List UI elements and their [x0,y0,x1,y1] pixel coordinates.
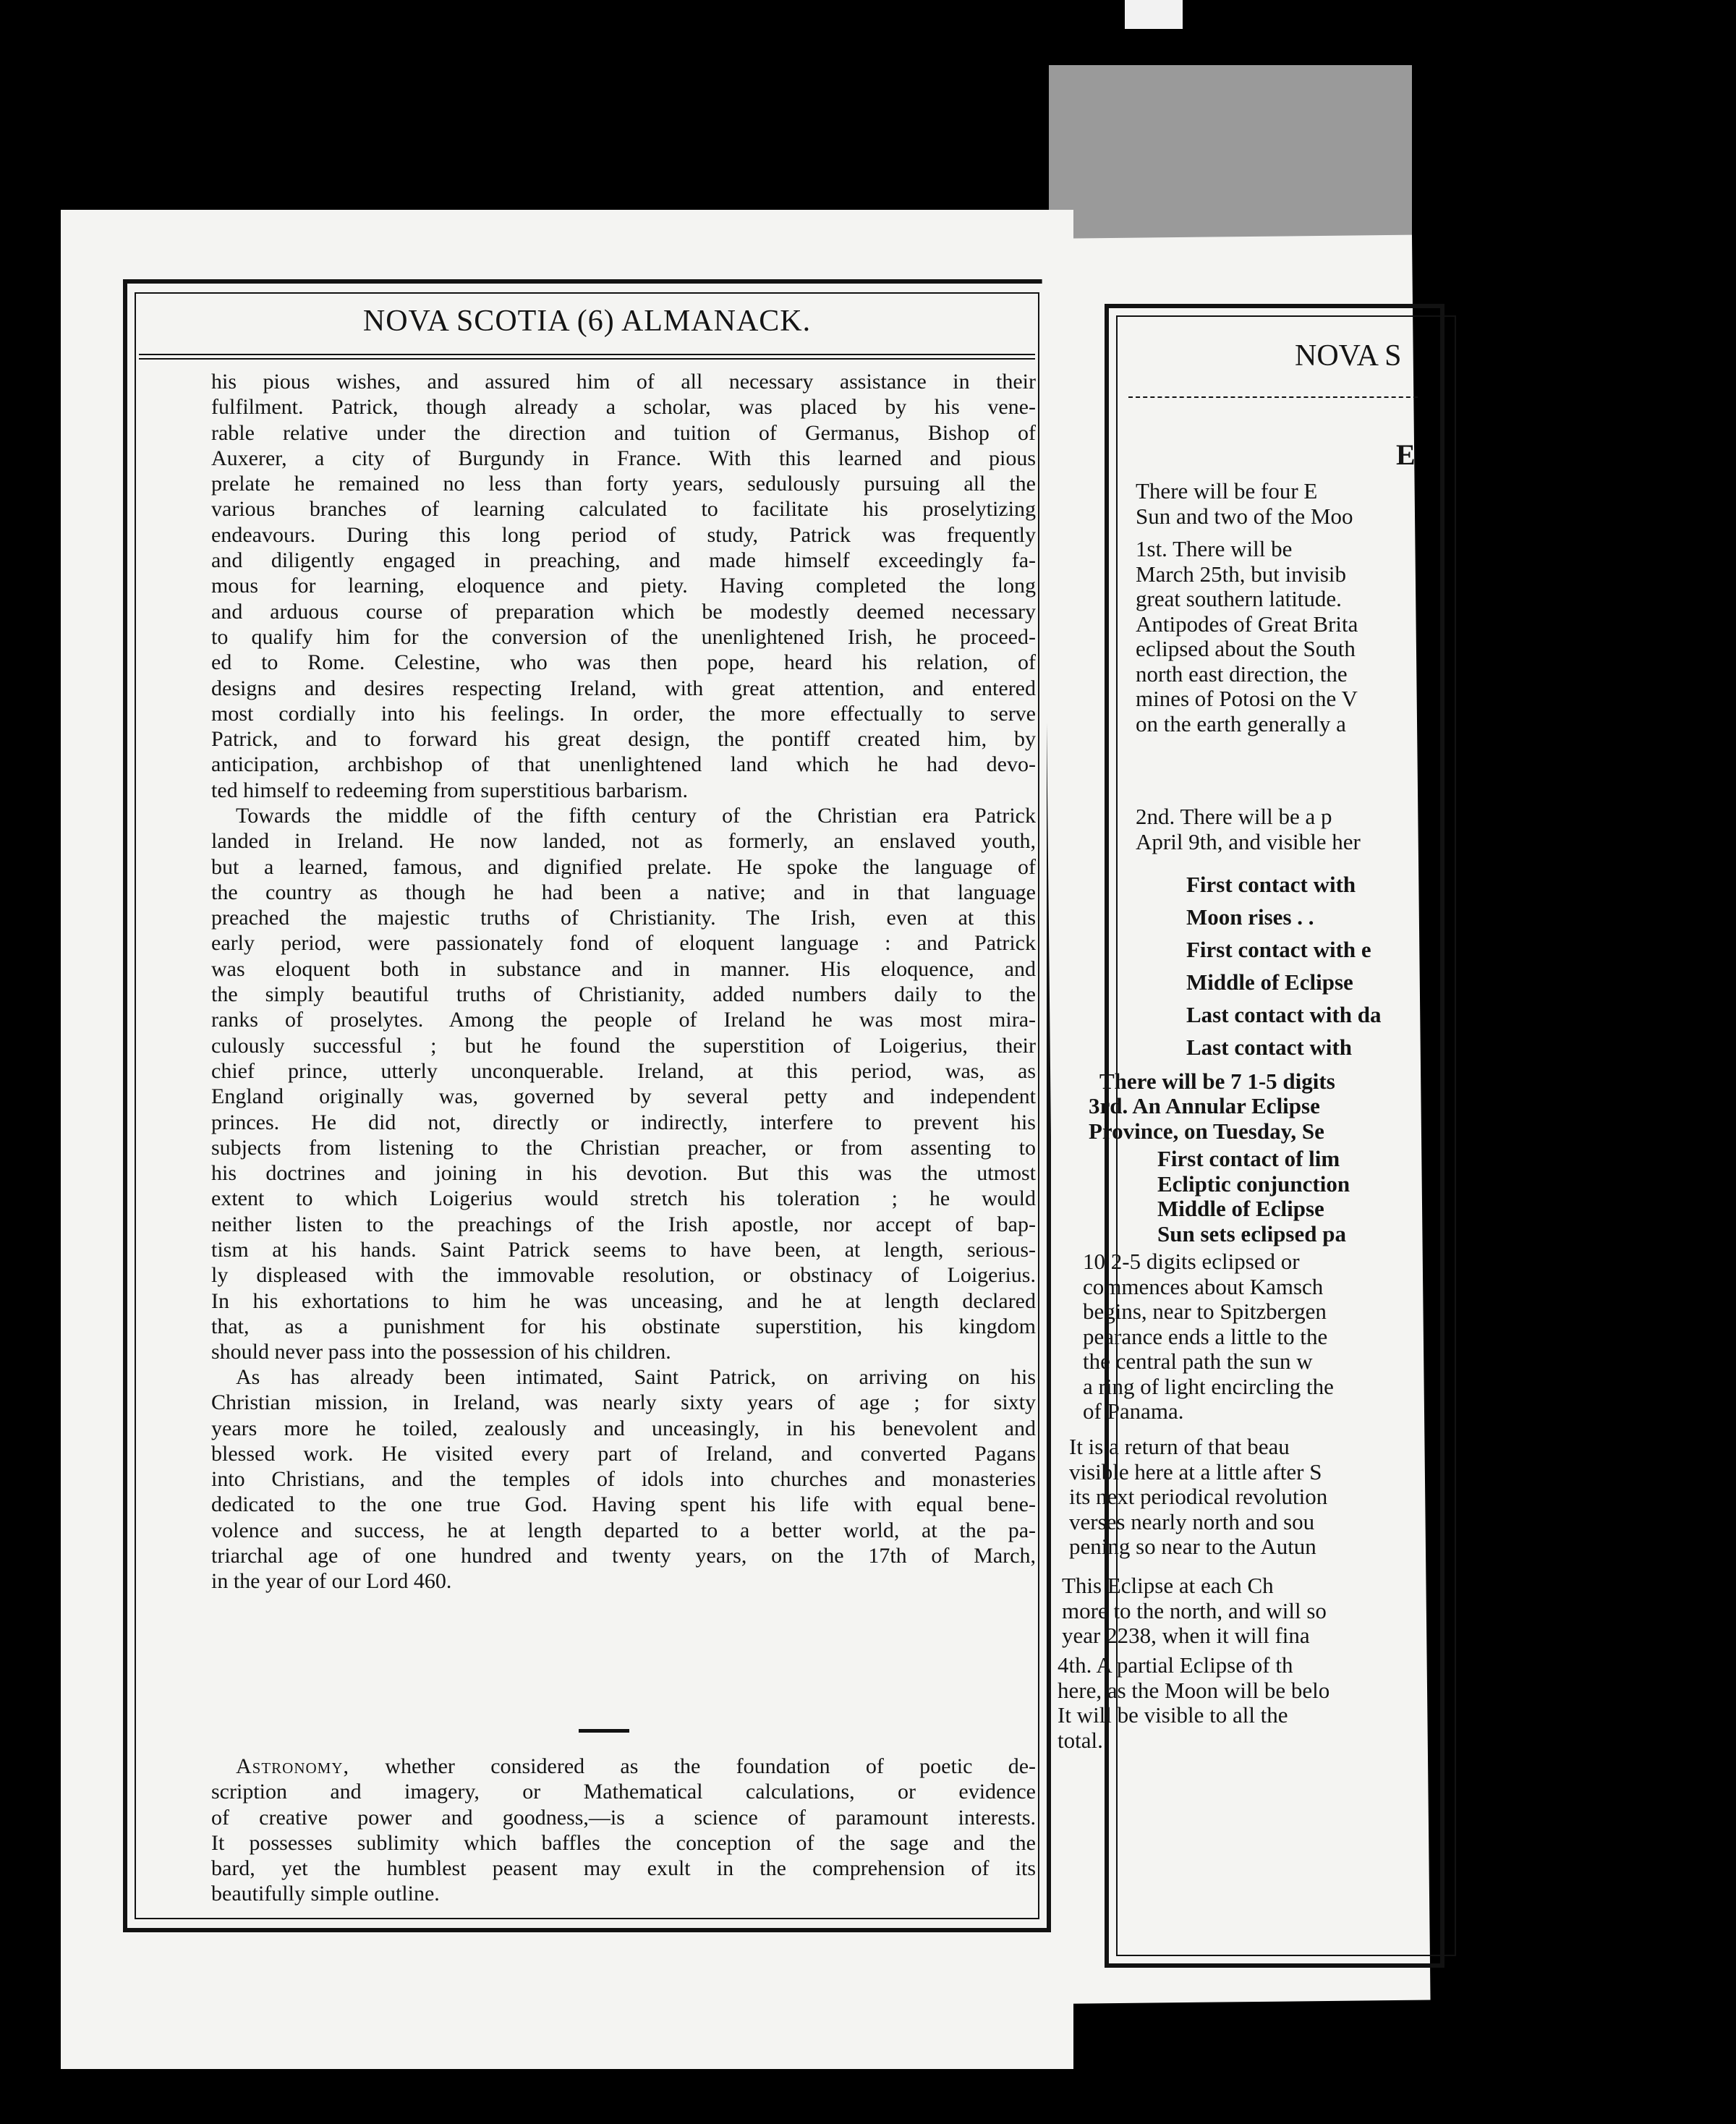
right-text-line: mines of Potosi on the V [1136,686,1358,711]
text-line: Auxerer, a city of Burgundy in France. With this learned and pious [211,446,1036,470]
text-line: extent to which Loigerius would stretch his toleration ; he would [211,1186,1036,1211]
right-table-1 [1136,868,1476,1063]
text-line: his pious wishes, and assured him of all necessary assistance in their [211,370,1036,394]
text-line: dedicated to the one true God. Having spent his life with equal bene- [211,1492,1036,1517]
text-line: that, as a punishment for his obstinate superstition, his kingdom [211,1314,1036,1338]
paragraph-astronomy [211,1754,1036,1907]
right-text-line: Sun and two of the Moo [1136,503,1353,529]
right-section-letter: E [1396,438,1416,471]
paragraph-patrick-education [211,369,1036,803]
right-text-line: March 25th, but invisib [1136,561,1347,587]
right-text-line: eclipsed about the South [1136,636,1356,661]
text-line: mous for learning, eloquence and piety. Having completed the long [211,574,1036,598]
text-line: of creative power and goodness,—is a science of paramount interests. [211,1805,1036,1830]
eclipse-table-row: Last contact with [1186,1035,1353,1060]
text-line: England originally was, governed by several petty and independent [211,1084,1036,1109]
text-line: the country as though he had been a native; and in that language [211,880,1036,904]
astronomy-lead: Astronomy, [236,1754,350,1778]
text-line: As has already been intimated, Saint Patrick, on arriving on his [236,1365,1036,1389]
right-text-line: total. [1058,1727,1103,1753]
text-line: landed in Ireland. He now landed, not as formerly, an enslaved youth, [211,829,1036,854]
right-text-line: great southern latitude. [1136,586,1342,611]
right-text-line: 1st. There will be [1136,536,1293,561]
right-text-line: more to the north, and will so [1062,1597,1327,1623]
right-text-line: the central path the sun w [1083,1348,1313,1374]
text-line: to qualify him for the conversion of the unenlightened Irish, he proceed- [211,624,1036,649]
eclipse-table-row: Middle of Eclipse [1157,1196,1324,1221]
text-line: preached the majestic truths of Christianity. The Irish, even at this [211,906,1036,930]
right-text-line: a ring of light encircling the [1083,1373,1334,1399]
text-line: triarchal age of one hundred and twenty years, on the 17th of March, [211,1544,1036,1568]
astronomy-first-line-text: whether considered as the foundation of poetic de- [385,1754,1037,1778]
right-text-line: on the earth generally a [1136,710,1346,736]
text-line: various branches of learning calculated to facilitate his proselytizing [211,497,1036,522]
text-line: should never pass into the possession of his children. [211,1340,671,1364]
text-line: and diligently engaged in preaching, and made himself exceedingly fa- [211,548,1036,573]
text-line: Patrick, and to forward his great design, the pontiff created him, by [211,727,1036,752]
right-text-line: This Eclipse at each Ch [1062,1573,1274,1598]
eclipse-table-row: First contact of lim [1157,1146,1340,1171]
paragraph-patrick-ireland [211,803,1036,1365]
text-line: the simply beautiful truths of Christianity, added numbers daily to the [211,982,1036,1007]
text-line: ly displeased with the immovable resolution, or obstinacy of Loigerius. [211,1263,1036,1288]
text-line: blessed work. He visited every part of Ireland, and converted Pagans [211,1441,1036,1466]
text-line: most cordially into his feelings. In order, the more effectually to serve [211,701,1036,726]
right-text-line: its next periodical revolution [1069,1484,1328,1509]
text-line: volence and success, he at length departed to a better world, at the pa- [211,1518,1036,1542]
right-table-2 [1128,1147,1468,1246]
text-line: beautifully simple outline. [211,1882,440,1906]
text-line: prelate he remained no less than forty years, sedulously pursuing all the [211,472,1036,496]
header-rule [139,354,1035,355]
text-line: into Christians, and the temples of idols into churches and monasteries [211,1467,1036,1492]
text-line: subjects from listening to the Christian preacher, or from assenting to [211,1135,1036,1160]
text-line: It possesses sublimity which baffles the conception of the sage and the [211,1830,1036,1855]
text-line: bard, yet the humblest peasent may exult in the comprehension of its [211,1856,1036,1881]
eclipse-table-row: First contact with [1186,872,1356,897]
astronomy-first-line [211,1754,1036,1779]
text-line: Towards the middle of the fifth century of the Christian era Patrick [236,804,1036,828]
text-line: was eloquent both in substance and in manner. His eloquence, and [211,956,1036,981]
text-line: neither listen to the preachings of the Irish apostle, nor accept of bap- [211,1212,1036,1236]
eclipse-table-row: Ecliptic conjunction [1157,1171,1350,1197]
eclipse-table-row: Sun sets eclipsed pa [1157,1220,1346,1246]
right-item-3 [1089,1094,1429,1144]
right-text-line: It will be visible to all the [1058,1702,1288,1728]
right-text-line: commences about Kamsch [1083,1273,1324,1299]
right-text-line: 3rd. An Annular Eclipse [1089,1093,1320,1118]
right-paragraph-this-eclipse [1062,1573,1402,1649]
right-text-line: year 2238, when it will fina [1062,1623,1310,1648]
right-item-4 [1058,1653,1397,1753]
text-line: and arduous course of preparation which be modestly deemed necessary [211,599,1036,624]
left-page-header: NOVA SCOTIA (6) ALMANACK. [362,305,812,338]
eclipse-table-row: First contact with e [1186,937,1371,962]
text-line: In his exhortations to him he was unceasing, and he at length declared [211,1288,1036,1313]
text-line: his doctrines and joining in his devotion. But this was the utmost [211,1161,1036,1186]
right-text-line: pening so near to the Autun [1069,1534,1316,1559]
right-paragraph-return [1069,1435,1409,1560]
right-text-line: 2nd. There will be a p [1136,804,1332,829]
text-line: scription and imagery, or Mathematical calculations, or evidence [211,1780,1036,1804]
right-item-3-continued [1083,1249,1423,1424]
text-line: fulfilment. Patrick, though already a scholar, was placed by his vene- [211,395,1036,420]
right-text-line: begins, near to Spitzbergen [1083,1299,1327,1324]
text-line: tism at his hands. Saint Patrick seems to have been, at length, serious- [211,1238,1036,1262]
section-separator [579,1729,629,1733]
text-line: but a learned, famous, and dignified prelate. He spoke the language of [211,854,1036,879]
right-text-line: It is a return of that beau [1069,1434,1290,1459]
background-white-strip [1125,0,1183,29]
right-item-1 [1136,537,1476,736]
text-line: ranks of proselytes. Among the people of Ireland he was most mira- [211,1008,1036,1032]
text-line: in the year of our Lord 460. [211,1569,452,1594]
right-header-rule [1128,396,1418,398]
background-gray-band [1049,65,1412,260]
right-text-line: 4th. A partial Eclipse of th [1058,1652,1293,1678]
right-item-2 [1136,804,1476,854]
eclipse-table-row: Middle of Eclipse [1186,969,1353,995]
text-line: endeavours. During this long period of study, Patrick was frequently [211,522,1036,547]
text-line: designs and desires respecting Ireland, with great attention, and entered [211,676,1036,700]
right-page-header: NOVA S [1295,339,1402,373]
right-digits-line: There will be 7 1-5 digits [1099,1069,1335,1094]
right-text-line: April 9th, and visible her [1136,828,1361,854]
right-text-line: north east direction, the [1136,660,1348,687]
text-line: culously successful ; but he found the superstition of Loigerius, their [211,1033,1036,1058]
right-text-line: There will be four E [1136,478,1318,504]
text-line: years more he toiled, zealously and unceasingly, in his benevolent and [211,1416,1036,1440]
right-text-line: of Panama. [1083,1398,1184,1424]
eclipse-table-row: Last contact with da [1186,1002,1382,1027]
right-text-line: Province, on Tuesday, Se [1089,1118,1324,1144]
right-text-line: verses nearly north and sou [1069,1508,1315,1534]
paragraph-patrick-mission [211,1364,1036,1594]
text-line: early period, were passionately fond of eloquent language : and Patrick [211,931,1036,956]
header-rule-double [139,358,1035,360]
text-line: ed to Rome. Celestine, who was then pope, heard his relation, of [211,650,1036,675]
text-line: rable relative under the direction and tuition of Germanus, Bishop of [211,420,1036,445]
right-intro [1136,479,1476,529]
text-line: Christian mission, in Ireland, was nearly sixty years of age ; for sixty [211,1390,1036,1415]
right-text-line: here, as the Moon will be belo [1058,1677,1330,1703]
right-text-line: Antipodes of Great Brita [1136,611,1358,637]
right-text-line: 10 2-5 digits eclipsed or [1083,1249,1300,1274]
eclipse-table-row: Moon rises . . [1186,904,1314,930]
text-line: anticipation, archbishop of that unenlightened land which he had devo- [211,752,1036,777]
text-line: chief prince, utterly unconquerable. Ireland, at this period, was, as [211,1058,1036,1083]
right-text-line: pearance ends a little to the [1083,1323,1328,1349]
text-line: ted himself to redeeming from superstitious barbarism. [211,778,689,802]
right-text-line: visible here at a little after S [1069,1458,1322,1484]
text-line: princes. He did not, directly or indirectly, interfere to prevent his [211,1110,1036,1134]
